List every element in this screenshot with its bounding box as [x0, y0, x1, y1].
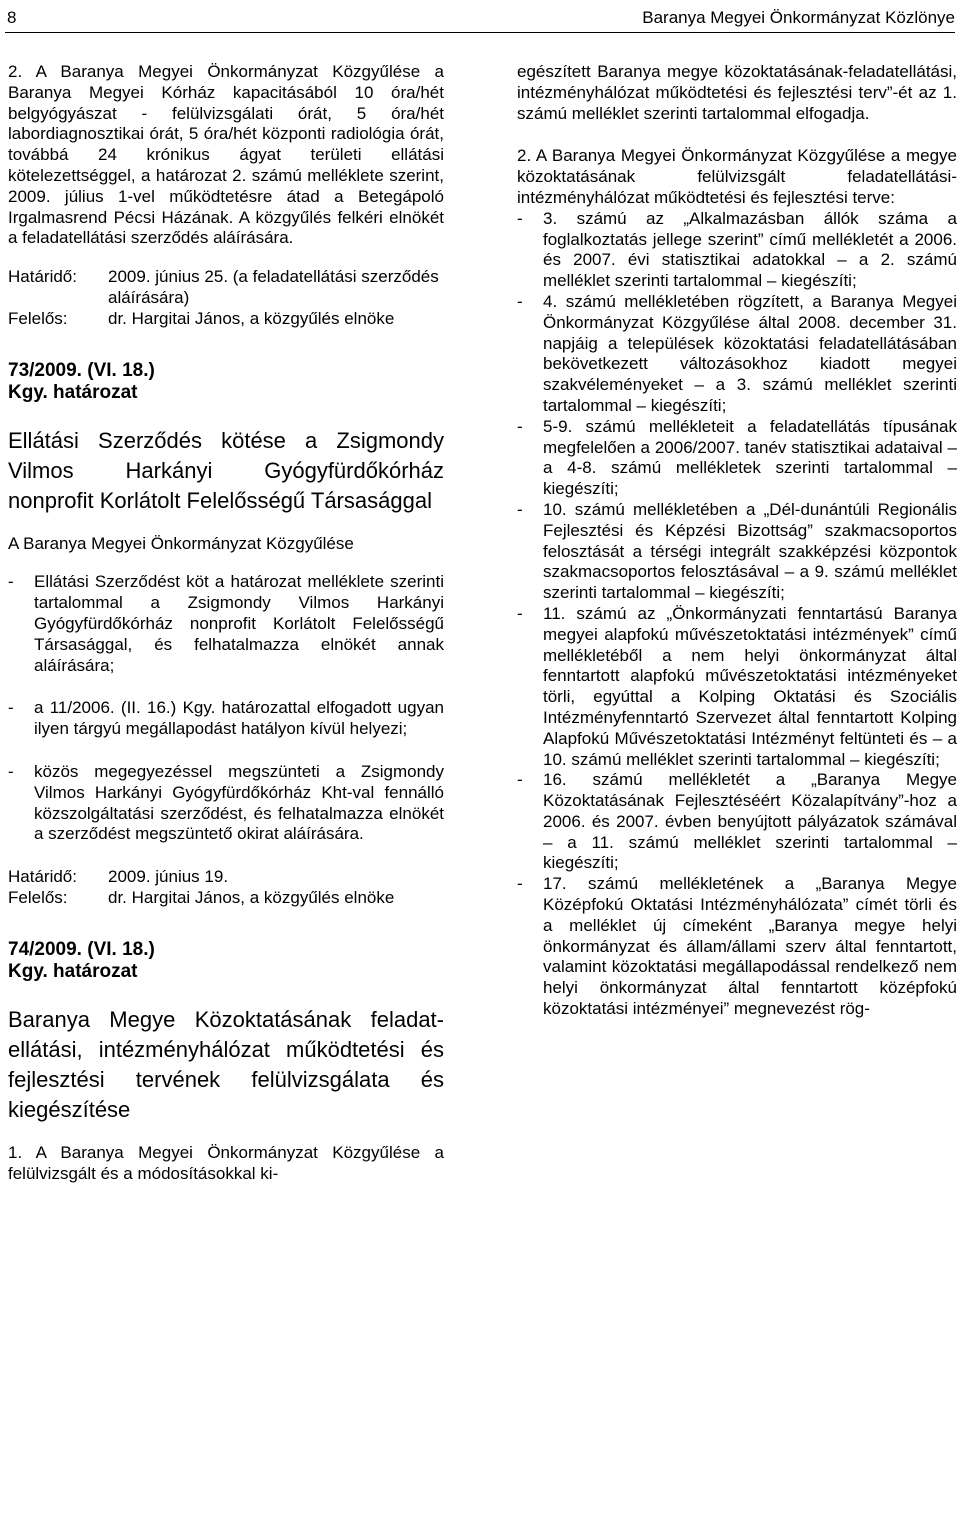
resolution-73-kind: Kgy. határozat: [8, 381, 138, 403]
deadline-block-2: [8, 867, 444, 888]
deadline-label: Határidő:: [8, 267, 77, 287]
right-column: [517, 62, 957, 1020]
left-column: [8, 62, 444, 1184]
paragraph-2: 2. A Baranya Megyei Önkormányzat Közgyűlése a megye közoktatásának felülvizsgált feladatellátási-intézményhálózat működtetési és fejlesztési terve:: [517, 146, 957, 207]
annex-item: - 11. számú az „Önkormányzati fenntartású Baranya megyei alapfokú művészetoktatási intézmények” című mellékletéből a nem helyi önkormányzat által fenntartott alapfokú művészetoktatási intézményeket törli, egyúttal a Kolping Oktatási és Szociális Intézményfenntartó Szervezet által fenntartott Kolping Alapfokú Művészetoktatási Intézményt feltünteti és – a 10. számú melléklet szerinti tartalommal – kiegészíti;: [517, 603, 957, 769]
resolution-74-paragraph-1: 1. A Baranya Megyei Önkormányzat Közgyűlése a felülvizsgált és a módosításokkal ki-: [8, 1142, 444, 1183]
responsible-value: dr. Hargitai János, a közgyűlés elnöke: [108, 308, 395, 328]
resolution-73-number: 73/2009. (VI. 18.): [8, 359, 155, 381]
resolution-74-kind: Kgy. határozat: [8, 960, 138, 982]
responsible-label: Felelős:: [8, 887, 68, 907]
responsible-block-2: [8, 888, 444, 909]
deadline-block-1: [8, 267, 444, 309]
annex-item: - 10. számú mellékletében a „Dél-dunántúli Regionális Fejlesztési és Képzési Bizottság” szakmacsoportos felosztását a térségi integrált szakképzési központok szakmacsoportos felosztásával – a 9. számú melléklet szerinti tartalommal – kiegészíti;: [517, 499, 957, 603]
deadline-label: Határidő:: [8, 867, 77, 887]
resolution-73-item: - a 11/2006. (II. 16.) Kgy. határozattal elfogadott ugyan ilyen tárgyú megállapodást hatályon kívül helyezi;: [8, 698, 444, 739]
paragraph-2: 2. A Baranya Megyei Önkormányzat Közgyűlése a Baranya Megyei Kórház kapacitásából 10 óra/hét belgyógyászat - felülvizsgálati órát, 5 óra/hét labordiagnosztikai órát, 5 óra/hét központi radiológia órát, továbbá 24 krónikus ágyat területi ellátási kötelezettséggel, a határozat 2. számú melléklete szerint, 2009. július 1-vel működtetésre átad a Betegápoló Irgalmasrend Pécsi Házának. A közgyűlés felkéri elnökét a feladatellátási szerződés aláírására.: [8, 62, 444, 248]
resolution-73-item: - Ellátási Szerződést köt a határozat melléklete szerinti tartalommal a Zsigmondy Vilmos Harkányi Gyógyfürdőkórház nonprofit Korlátolt Felelősségű Társasággal, és felhatalmazza elnökét annak aláírására;: [8, 572, 444, 675]
resolution-73-title: Ellátási Szerződés kötése a Zsigmondy Vilmos Harkányi Gyógyfürdőkórház nonprofit Korlátolt Felelősségű Társasággal: [8, 427, 444, 513]
annex-item: - 5-9. számú mellékleteit a feladatellátás típusának megfelelően a 2006/2007. tanév statisztikai adataival – a 4-8. számú mellékletek szerinti tartalommal – kiegészíti;: [517, 416, 957, 499]
resolution-74-title: Baranya Megye Közoktatásának feladat-ellátási, intézményhálózat működtetési és fejlesztési tervének felülvizsgálata és kiegészítése: [8, 1006, 444, 1122]
annex-item: - 17. számú mellékletének a „Baranya Megye Középfokú Oktatási Intézményhálózata” címét törli és a melléklet új címeként „Baranya megye helyi önkormányzat és állam/állami szerv által fenntartott, valamint közoktatási megállapodással rendelkező nem helyi önkormányzat által fenntartott középfokú közoktatási intézményei” megnevezést rög-: [517, 874, 957, 1019]
deadline-value: 2009. június 25. (a feladatellátási szerződés aláírására): [108, 267, 439, 307]
paragraph-1-continued: egészített Baranya megye közoktatásának-feladatellátási, intézményhálózat működtetési és fejlesztési terv”-ét az 1. számú melléklet szerinti tartalommal elfogadja.: [517, 62, 957, 123]
page-number: 8: [7, 8, 17, 27]
annex-item: - 4. számú mellékletében rögzített, a Baranya Megyei Önkormányzat Közgyűlése által 2008. december 31. napjáig a települések közoktatási feladatellátásában bekövetkezett változásokhoz kiadott megyei szakvéleményeket – a 3. számú melléklet szerinti tartalommal – kiegészíti;: [517, 291, 957, 415]
resolution-73-item: - közös megegyezéssel megszünteti a Zsigmondy Vilmos Harkányi Gyógyfürdőkórház Kht-val fennálló közszolgáltatási szerződést, és felhatalmazza elnökét a szerződést megszüntető okirat aláírására.: [8, 761, 444, 844]
page-header: [5, 4, 955, 33]
responsible-label: Felelős:: [8, 308, 68, 328]
annex-item: - 3. számú az „Alkalmazásban állók száma a foglalkoztatás jellege szerint” című mellékletét a 2006. és 2007. évi statisztikai adatokkal – a 2. számú melléklet szerinti tartalommal – kiegészíti;: [517, 208, 957, 291]
resolution-74-number: 74/2009. (VI. 18.): [8, 938, 155, 960]
annex-item: - 16. számú mellékletét a „Baranya Megye Közoktatásának Fejlesztéséért Közalapítvány”-hoz a 2006. és 2007. évben benyújtott pályázatok számával – a 11. számú melléklet szerinti tartalommal – kiegészíti;: [517, 770, 957, 873]
responsible-value: dr. Hargitai János, a közgyűlés elnöke: [108, 887, 395, 907]
publication-title: Baranya Megyei Önkormányzat Közlönye: [642, 8, 955, 27]
responsible-block-1: [8, 309, 444, 330]
deadline-value: 2009. június 19.: [108, 867, 229, 887]
resolution-73-intro: A Baranya Megyei Önkormányzat Közgyűlése: [8, 533, 354, 553]
